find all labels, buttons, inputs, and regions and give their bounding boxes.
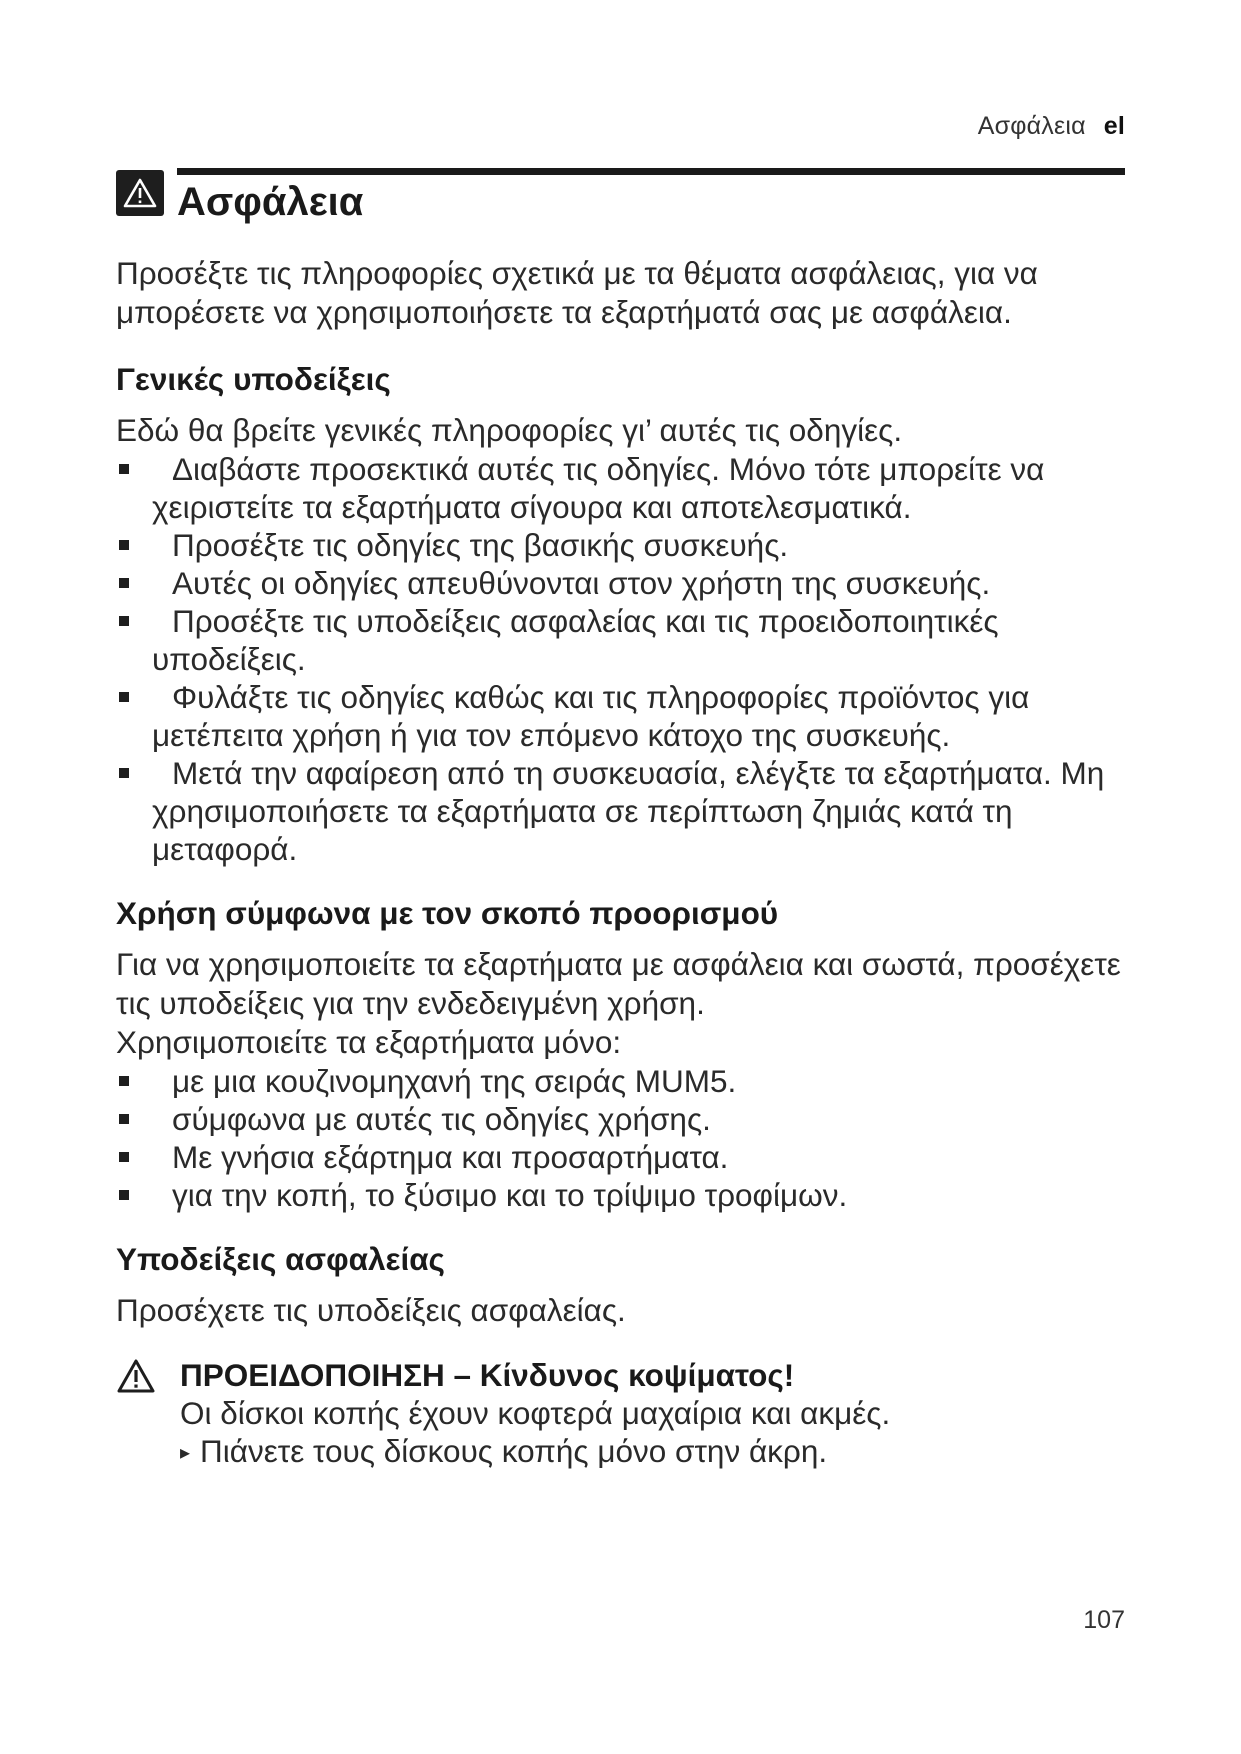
list-item: με μια κουζινομηχανή της σειράς MUM5.	[116, 1062, 1146, 1100]
list-item: σύμφωνα με αυτές τις οδηγίες χρήσης.	[116, 1100, 1146, 1138]
bullet-icon	[119, 1076, 129, 1086]
list-item: Διαβάστε προσεκτικά αυτές τις οδηγίες. Μόνο τότε μπορείτε να χειριστείτε τα εξαρτήματα σίγουρα και αποτελεσματικά.	[116, 450, 1146, 526]
bullet-icon	[119, 578, 129, 588]
bullet-icon	[119, 768, 129, 778]
warning-title: ΠΡΟΕΙΔΟΠΟΙΗΣΗ – Κίνδυνος κοψίματος!	[180, 1357, 795, 1393]
general-heading: Γενικές υποδείξεις	[116, 361, 391, 397]
arrow-right-icon: ▸	[180, 1442, 191, 1464]
document-body	[116, 254, 1146, 1475]
list-item: Με γνήσια εξάρτημα και προσαρτήματα.	[116, 1138, 1146, 1176]
warning-text: Οι δίσκοι κοπής έχουν κοφτερά μαχαίρια και ακμές.	[180, 1395, 891, 1431]
running-header	[978, 112, 1125, 141]
list-item: Μετά την αφαίρεση από τη συσκευασία, ελέγξτε τα εξαρτήματα. Μη χρησιμοποιήσετε τα εξαρτήματα σε περίπτωση ζημιάς κατά τη μεταφορά.	[116, 754, 1146, 868]
warning-action-text: Πιάνετε τους δίσκους κοπής μόνο στην άκρη.	[200, 1433, 828, 1469]
header-language: el	[1103, 112, 1125, 140]
warning-triangle-icon	[116, 1358, 156, 1394]
list-item: Προσέξτε τις υποδείξεις ασφαλείας και τις προειδοποιητικές υποδείξεις.	[116, 602, 1146, 678]
page-number: 107	[1083, 1606, 1125, 1634]
bullet-icon	[119, 1152, 129, 1162]
page-title: Ασφάλεια	[177, 180, 364, 224]
safety-heading: Υποδείξεις ασφαλείας	[116, 1241, 445, 1277]
intended-use-list	[116, 1062, 1146, 1214]
bullet-icon	[119, 1114, 129, 1124]
bullet-icon	[119, 692, 129, 702]
bullet-icon	[119, 464, 129, 474]
intended-use-only: Χρησιμοποιείτε τα εξαρτήματα μόνο:	[116, 1024, 622, 1060]
bullet-icon	[119, 1190, 129, 1200]
safety-text: Προσέχετε τις υποδείξεις ασφαλείας.	[116, 1292, 626, 1328]
title-rule	[177, 168, 1125, 175]
warning-block	[116, 1356, 1146, 1475]
list-item: για την κοπή, το ξύσιμο και το τρίψιμο τροφίμων.	[116, 1176, 1146, 1214]
warning-icon	[116, 170, 164, 216]
intended-use-heading: Χρήση σύμφωνα με τον σκοπό προορισμού	[116, 895, 779, 931]
list-item: Αυτές οι οδηγίες απευθύνονται στον χρήστη της συσκευής.	[116, 564, 1146, 602]
intro-paragraph: Προσέξτε τις πληροφορίες σχετικά με τα θέματα ασφάλειας, για να μπορέσετε να χρησιμοποιήσετε τα εξαρτήματά σας με ασφάλεια.	[116, 255, 1038, 330]
intended-use-text: Για να χρησιμοποιείτε τα εξαρτήματα με ασφάλεια και σωστά, προσέχετε τις υποδείξεις για την ενδεδειγμένη χρήση.	[116, 946, 1121, 1021]
list-item: Φυλάξτε τις οδηγίες καθώς και τις πληροφορίες προϊόντος για μετέπειτα χρήση ή για τον επόμενο κάτοχο της συσκευής.	[116, 678, 1146, 754]
general-text: Εδώ θα βρείτε γενικές πληροφορίες γι’ αυτές τις οδηγίες.	[116, 412, 903, 448]
general-list	[116, 450, 1146, 868]
warning-action	[180, 1432, 1146, 1475]
list-item: Προσέξτε τις οδηγίες της βασικής συσκευής.	[116, 526, 1146, 564]
bullet-icon	[119, 616, 129, 626]
bullet-icon	[119, 540, 129, 550]
header-section: Ασφάλεια	[977, 112, 1086, 140]
